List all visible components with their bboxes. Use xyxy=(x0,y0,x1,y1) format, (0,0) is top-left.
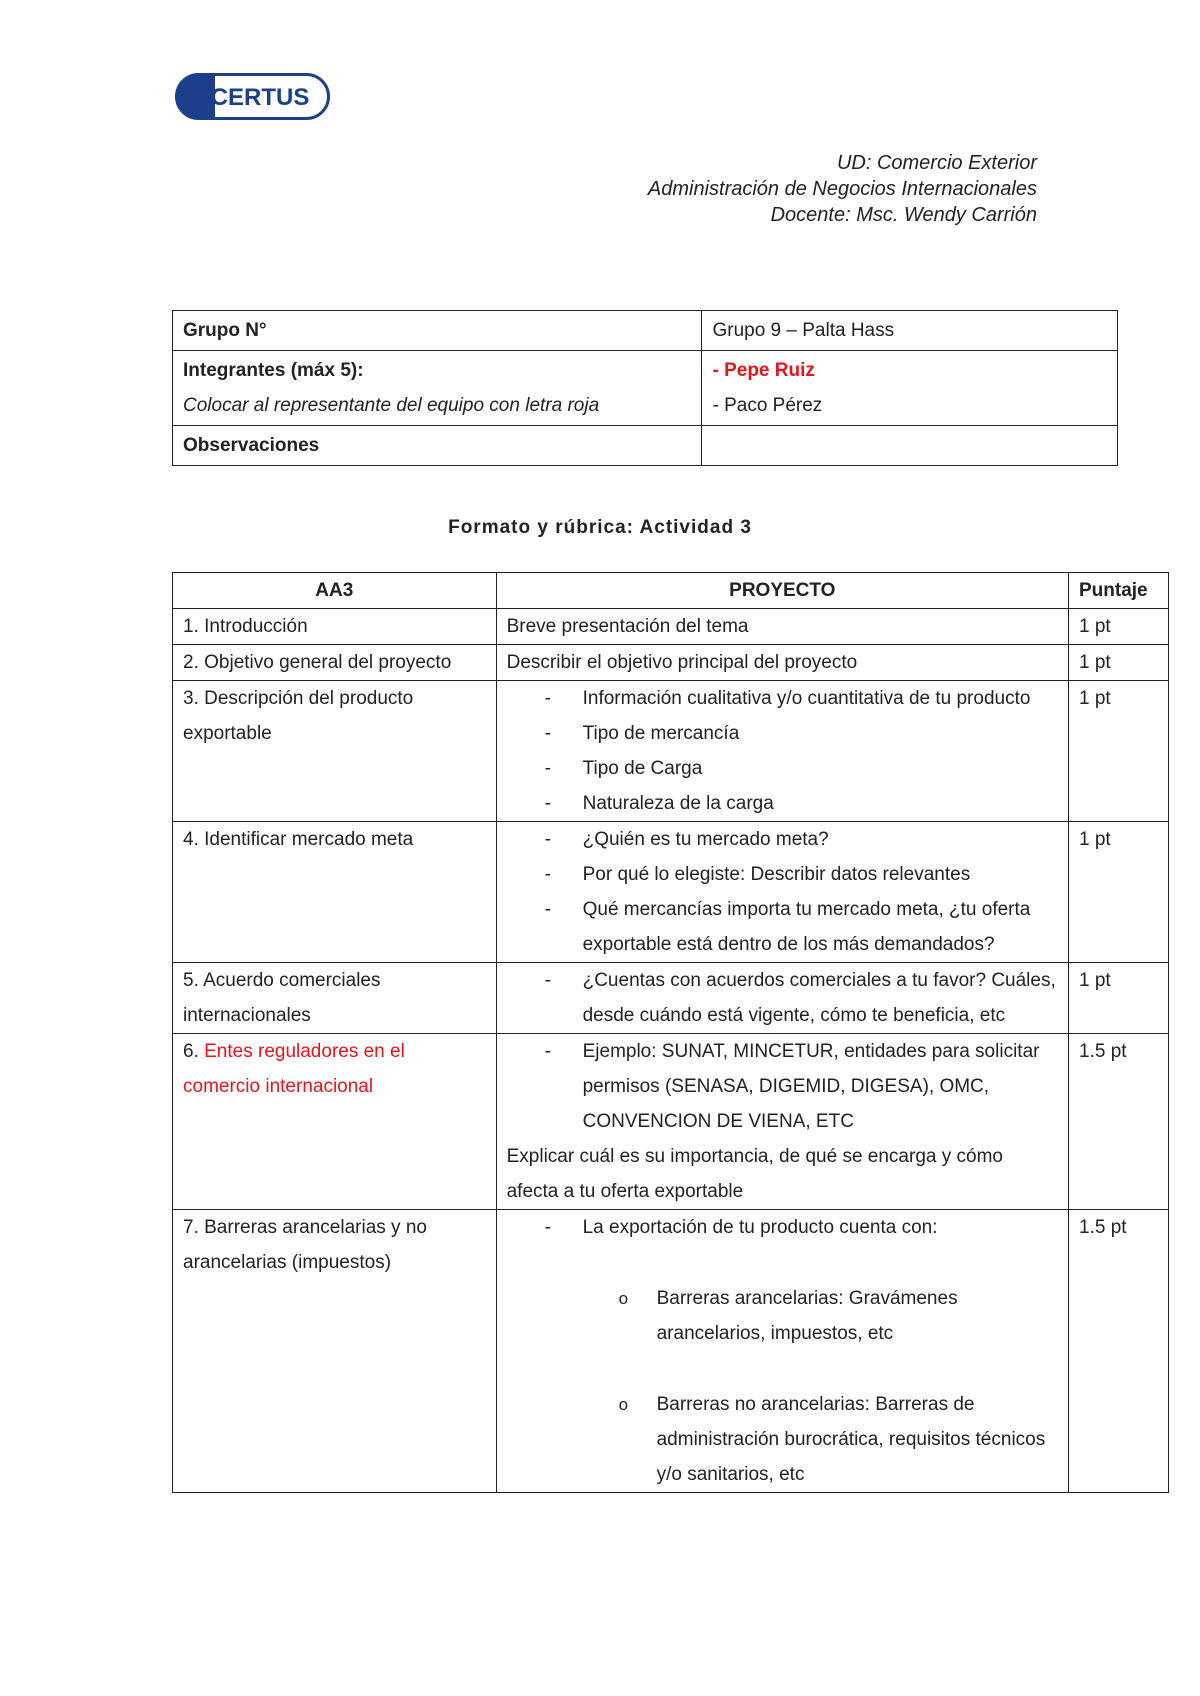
list-item: - ¿Cuentas con acuerdos comerciales a tu favor? Cuáles, desde cuándo está vigente, cómo te beneficia, etc xyxy=(545,963,1058,1033)
bullet-list xyxy=(507,681,1058,821)
rubric-table xyxy=(172,572,1169,1493)
integrantes-cell xyxy=(173,351,702,426)
bullet-list xyxy=(507,1210,1058,1245)
proyecto-cell xyxy=(496,1210,1068,1493)
list-item xyxy=(619,1387,1058,1492)
list-item: - ¿Quién es tu mercado meta? xyxy=(545,822,1058,857)
grupo-value: Grupo 9 – Palta Hass xyxy=(702,311,1118,351)
bullet-list xyxy=(507,1034,1058,1139)
header-puntaje: Puntaje xyxy=(1069,573,1169,609)
item-title-red: Entes reguladores en el comercio internacional xyxy=(183,1041,405,1097)
aa3-cell: 5. Acuerdo comerciales internacionales xyxy=(173,963,497,1034)
puntaje-cell: 1.5 pt xyxy=(1069,1034,1169,1210)
list-item: - Ejemplo: SUNAT, MINCETUR, entidades para solicitar permisos (SENASA, DIGEMID, DIGESA), OMC, CONVENCION DE VIENA, ETC xyxy=(545,1034,1058,1139)
aa3-cell xyxy=(173,1034,497,1210)
list-item: - Tipo de Carga xyxy=(545,751,1058,786)
list-item xyxy=(619,1281,1058,1351)
aa3-cell: 7. Barreras arancelarias y no arancelarias (impuestos) xyxy=(173,1210,497,1493)
list-item: - Qué mercancías importa tu mercado meta, ¿tu oferta exportable está dentro de los más demandados? xyxy=(545,892,1058,962)
puntaje-cell: 1 pt xyxy=(1069,645,1169,681)
list-item: - Naturaleza de la carga xyxy=(545,786,1058,821)
table-header-row xyxy=(173,573,1169,609)
proyecto-cell xyxy=(496,822,1068,963)
grupo-label: Grupo N° xyxy=(173,311,702,351)
extra-text: Explicar cuál es su importancia, de qué se encarga y cómo afecta a tu oferta exportable xyxy=(506,1146,1003,1202)
list-item: - Tipo de mercancía xyxy=(545,716,1058,751)
bullet-list xyxy=(507,822,1058,962)
logo-text: CERTUS xyxy=(210,84,310,111)
table-row xyxy=(173,351,1118,426)
proyecto-cell xyxy=(496,681,1068,822)
circle-bullet-icon: o xyxy=(618,1395,629,1414)
table-row xyxy=(173,311,1118,351)
puntaje-cell: 1 pt xyxy=(1069,681,1169,822)
bullet-list xyxy=(507,963,1058,1033)
certus-logo xyxy=(175,73,330,120)
aa3-cell: 2. Objetivo general del proyecto xyxy=(173,645,497,681)
integrantes-note: Colocar al representante del equipo con letra roja xyxy=(183,395,600,416)
proyecto-cell: Breve presentación del tema xyxy=(496,609,1068,645)
proyecto-cell xyxy=(496,963,1068,1034)
integrantes-label: Integrantes (máx 5): xyxy=(183,360,364,381)
aa3-cell: 1. Introducción xyxy=(173,609,497,645)
observaciones-label: Observaciones xyxy=(173,426,702,466)
section-title: Formato y rúbrica: Actividad 3 xyxy=(448,517,752,538)
aa3-cell: 3. Descripción del producto exportable xyxy=(173,681,497,822)
table-row xyxy=(173,609,1169,645)
sub-item-text: Barreras arancelarias: Gravámenes arancelarios, impuestos, etc xyxy=(656,1288,958,1344)
table-row xyxy=(173,681,1169,822)
list-item: - La exportación de tu producto cuenta con: xyxy=(545,1210,1058,1245)
table-row xyxy=(173,1210,1169,1493)
puntaje-cell: 1 pt xyxy=(1069,963,1169,1034)
list-item: - Información cualitativa y/o cuantitativa de tu producto xyxy=(545,681,1058,716)
puntaje-cell: 1 pt xyxy=(1069,822,1169,963)
course-program: Administración de Negocios Internacionales xyxy=(647,178,1037,200)
member: - Paco Pérez xyxy=(712,395,823,416)
table-row xyxy=(173,426,1118,466)
table-row xyxy=(173,822,1169,963)
header-aa3: AA3 xyxy=(173,573,497,609)
sub-bullet-list xyxy=(507,1387,1058,1492)
course-header xyxy=(648,150,1037,228)
aa3-cell: 4. Identificar mercado meta xyxy=(173,822,497,963)
table-row xyxy=(173,1034,1169,1210)
item-number: 6. xyxy=(183,1041,205,1062)
proyecto-cell: Describir el objetivo principal del proyecto xyxy=(496,645,1068,681)
sub-item-text: Barreras no arancelarias: Barreras de administración burocrática, requisitos técnicos y/o sanitarios, etc xyxy=(656,1394,1046,1485)
members-cell xyxy=(702,351,1118,426)
puntaje-cell: 1.5 pt xyxy=(1069,1210,1169,1493)
puntaje-cell: 1 pt xyxy=(1069,609,1169,645)
course-teacher: Docente: Msc. Wendy Carrión xyxy=(770,204,1037,226)
sub-bullet-list xyxy=(507,1281,1058,1351)
circle-bullet-icon: o xyxy=(618,1289,629,1308)
table-row xyxy=(173,963,1169,1034)
table-row xyxy=(173,645,1169,681)
proyecto-cell xyxy=(496,1034,1068,1210)
group-info-table xyxy=(172,310,1118,466)
observaciones-value xyxy=(702,426,1118,466)
member-representative: - Pepe Ruiz xyxy=(712,360,815,381)
course-unit: UD: Comercio Exterior xyxy=(836,152,1037,174)
header-proyecto: PROYECTO xyxy=(496,573,1068,609)
list-item: - Por qué lo elegiste: Describir datos relevantes xyxy=(545,857,1058,892)
